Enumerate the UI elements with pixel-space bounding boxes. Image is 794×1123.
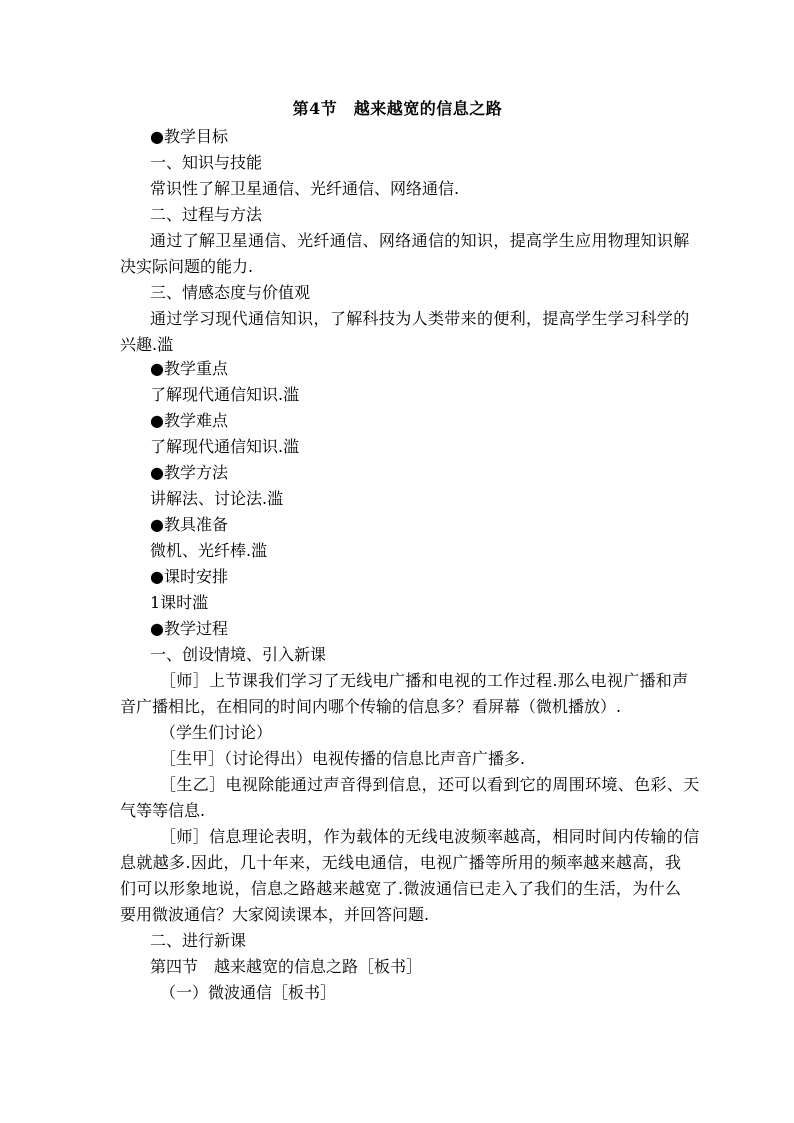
text-line: 讲解法、讨论法.滥	[150, 489, 284, 508]
subsection-heading: 三、情感态度与价值观	[150, 283, 311, 302]
section-heading-objectives: ●教学目标	[150, 127, 228, 146]
dialogue-line: 气等等信息.	[120, 801, 206, 820]
subsection-heading: 一、知识与技能	[150, 153, 263, 172]
dialogue-line: ［师］信息理论表明，作为载体的无线电波频率越高，相同时间内传输的信	[160, 827, 700, 846]
dialogue-line: ［生乙］电视除能通过声音得到信息，还可以看到它的周围环境、色彩、天	[160, 775, 700, 794]
subsection-heading: 二、进行新课	[150, 931, 247, 950]
text-line: 了解现代通信知识.滥	[150, 437, 300, 456]
paragraph-line: 通过学习现代通信知识，了解科技为人类带来的便利，提高学生学习科学的	[150, 309, 690, 328]
section-heading-difficulties: ●教学难点	[150, 411, 228, 430]
text-line: 第四节 越来越宽的信息之路［板书］	[150, 957, 423, 976]
section-heading-key-points: ●教学重点	[150, 359, 228, 378]
document-title: 第4节 越来越宽的信息之路	[292, 99, 503, 118]
dialogue-line: 音广播相比，在相同的时间内哪个传输的信息多？看屏幕（微机播放）.	[120, 697, 622, 716]
subsection-heading: 二、过程与方法	[150, 205, 263, 224]
text-line: 1课时滥	[150, 593, 209, 612]
text-line: 常识性了解卫星通信、光纤通信、网络通信.	[150, 179, 460, 198]
paragraph-line: 通过了解卫星通信、光纤通信、网络通信的知识，提高学生应用物理知识解	[150, 231, 690, 250]
section-heading-methods: ●教学方法	[150, 463, 228, 482]
text-line: 了解现代通信知识.滥	[150, 385, 300, 404]
text-line: （一）微波通信［板书］	[160, 983, 337, 1002]
subsection-heading: 一、创设情境、引入新课	[150, 645, 327, 664]
dialogue-line: 息就越多.因此，几十年来，无线电通信，电视广播等所用的频率越来越高，我	[120, 853, 682, 872]
dialogue-line: ［生甲］（讨论得出）电视传播的信息比声音广播多.	[160, 749, 526, 768]
dialogue-line: ［师］上节课我们学习了无线电广播和电视的工作过程.那么电视广播和声	[160, 671, 689, 690]
paragraph-line: 决实际问题的能力.	[120, 257, 254, 276]
section-heading-process: ●教学过程	[150, 619, 228, 638]
dialogue-line: 们可以形象地说，信息之路越来越宽了.微波通信已走入了我们的生活，为什么	[120, 879, 682, 898]
dialogue-line: （学生们讨论）	[160, 723, 273, 742]
paragraph-line: 兴趣.滥	[120, 335, 174, 354]
dialogue-line: 要用微波通信？大家阅读课本，并回答问题.	[120, 905, 430, 924]
section-heading-materials: ●教具准备	[150, 515, 228, 534]
text-line: 微机、光纤棒.滥	[150, 541, 268, 560]
section-heading-schedule: ●课时安排	[150, 567, 228, 586]
